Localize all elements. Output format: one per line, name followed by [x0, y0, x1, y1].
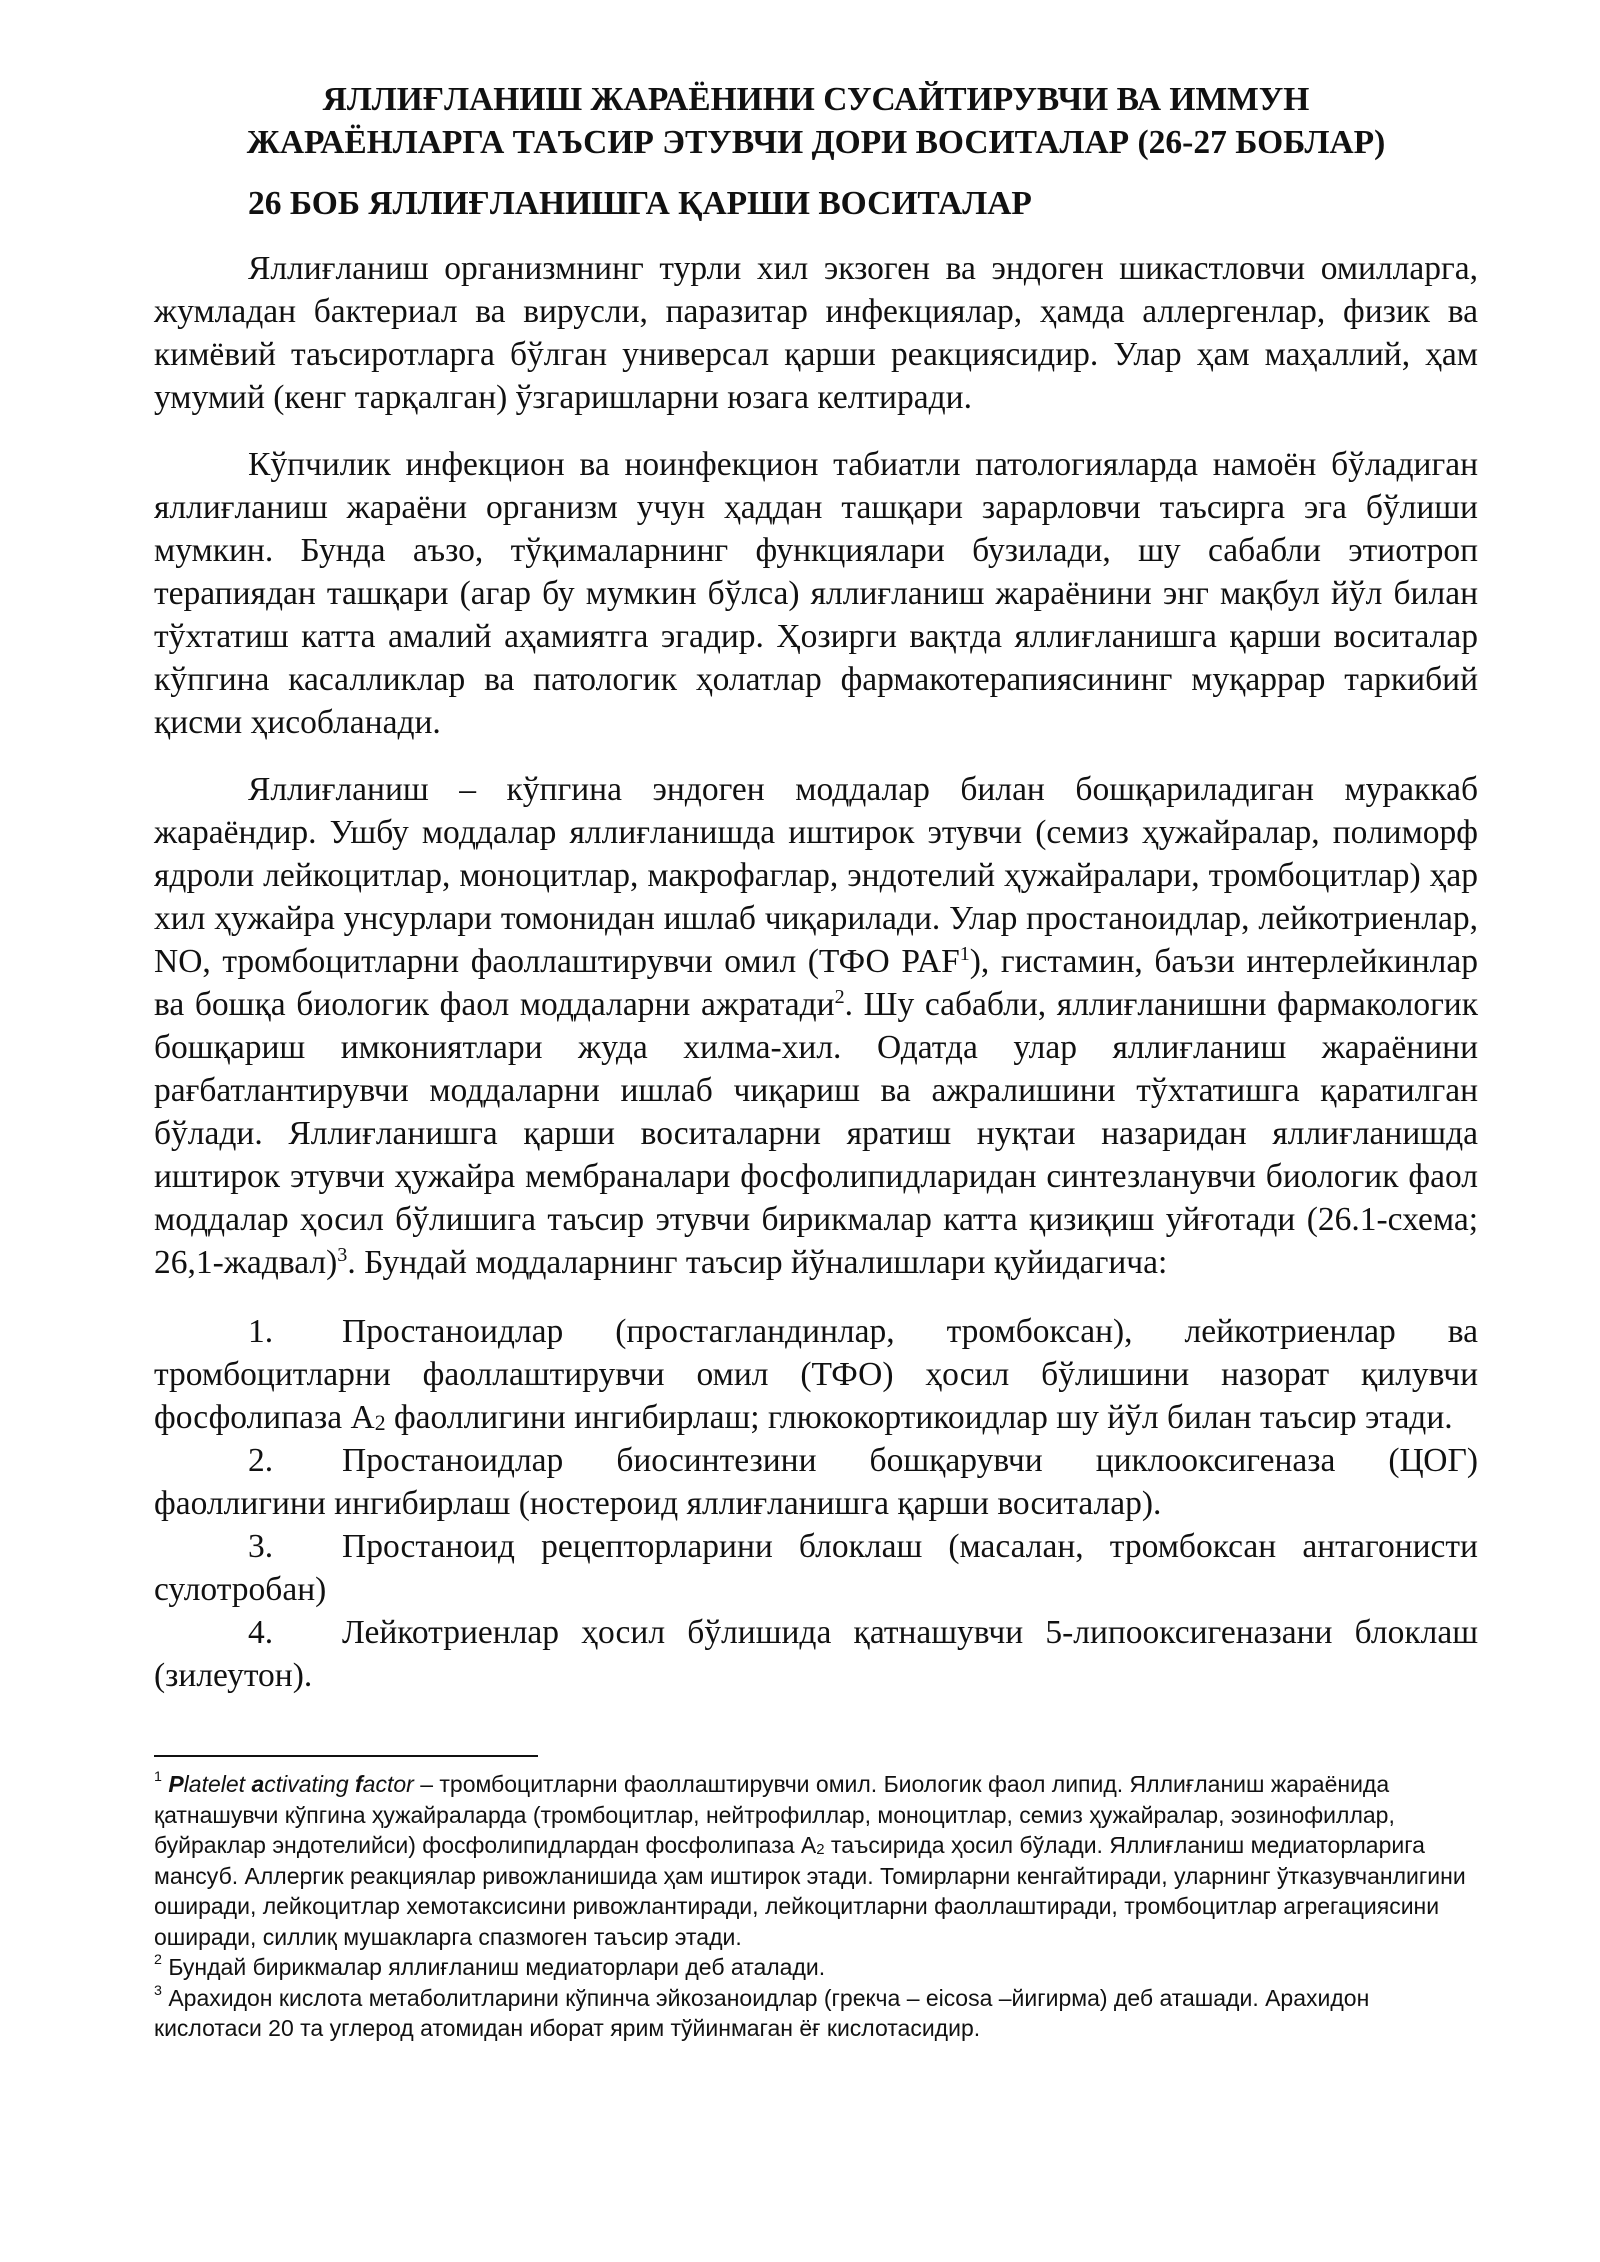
footnote-1-text-a: – тромбоцитларни фаоллаштирувчи омил. Биологик фаол липид. Яллиғланиш жараёнида қатнашувчи кўпгина ҳужайраларда (тромбоцитлар, нейтрофиллар, моноцитлар, семиз ҳужайралар, эозинофиллар, буйраклар эндотелийси) фосфолипидлардан фосфолипаза А [154, 1771, 1395, 1858]
footnote-ref-3[interactable]: 3 [337, 1243, 348, 1266]
footnote-1 [154, 1769, 1478, 1952]
footnote-1-text-b: таъсирида ҳосил бўлади. Яллиғланиш медиаторларига мансуб. Аллергик реакциялар ривожланишида ҳам иштирок этади. Томирларни кенгайтиради, уларнинг ўтказувчанлигини оширади, лейкоцитлар хемотаксисини ривожлантиради, лейкоцитларни фаоллаштиради, тромбоцитлар агрегациясини оширади, силлиқ мушакларга спазмоген таъсир этади. [154, 1832, 1466, 1950]
list-item-4-text: Лейкотриенлар ҳосил бўлишида қатнашувчи 5-липооксигеназани блоклаш (зилеутон). [154, 1614, 1478, 1694]
list-item-1-text-b: фаоллигини ингибирлаш; глюкокортикоидлар шу йўл билан таъсир этади. [385, 1399, 1453, 1436]
footnote-1-initial-p: P [168, 1771, 184, 1797]
list-item-1-text-a: Простаноидлар (простагландинлар, тромбоксан), лейкотриенлар ва тромбоцитларни фаоллаштирувчи омил (ТФО) ҳосил бўлишини назорат қилувчи фосфолипаза А [154, 1313, 1478, 1436]
document-title [154, 78, 1478, 164]
footnote-1-word-3: actor [362, 1771, 414, 1797]
paragraph-3-text-d: . Бундай моддаларнинг таъсир йўналишлари қуйидагича: [347, 1244, 1168, 1281]
list-item-2 [154, 1439, 1478, 1525]
list-item-1 [154, 1310, 1478, 1439]
paragraph-3-text-a: Яллиғланиш – кўпгина эндоген моддалар билан бошқариладиган мураккаб жараёндир. Ушбу моддалар яллиғланишда иштирок этувчи (семиз ҳужайралар, полиморф ядроли лейкоцитлар, моноцитлар, макрофаглар, эндотелий ҳужайралари, тромбоцитлар) ҳар хил ҳужайра унсурлари томонидан ишлаб чиқарилади. Улар простаноидлар, лейкотриенлар, NO, тромбоцитларни фаоллаштирувчи омил (ТФО PAF [154, 771, 1478, 980]
footnote-1-word-1: latelet [183, 1771, 252, 1797]
list-item-4 [154, 1611, 1478, 1697]
footnote-3-mark: 3 [154, 1982, 162, 1999]
footnotes [154, 1769, 1478, 2044]
list-item-2-text: Простаноидлар биосинтезини бошқарувчи циклооксигеназа (ЦОГ) фаоллигини ингибирлаш (ностероид яллиғланишга қарши воситалар). [154, 1442, 1478, 1522]
list-number-4: 4. [248, 1614, 274, 1651]
paragraph-1: Яллиғланиш организмнинг турли хил экзоген ва эндоген шикастловчи омилларга, жумладан бактериал ва вирусли, паразитар инфекциялар, ҳамда аллергенлар, физик ва кимёвий таъсиротларга бўлган универсал қарши реакциясидир. Улар ҳам маҳаллий, ҳам умумий (кенг тарқалган) ўзгаришларни юзага келтиради. [154, 250, 1478, 416]
footnote-2-text: Бундай бирикмалар яллиғланиш медиаторлари деб аталади. [161, 1954, 826, 1980]
paragraph-3-text-c: . Шу сабабли, яллиғланишни фармакологик бошқариш имкониятлари жуда хилма-хил. Одатда улар яллиғланиш жараёнини рағбатлантирувчи моддаларни ишлаб чиқариш ва ажралишини тўхтатишга қаратилган бўлади. Яллиғланишга қарши воситаларни яратиш нуқтаи назаридан яллиғланишда иштирок этувчи ҳужайра мембраналари фосфолипидларидан синтезланувчи биологик фаол моддалар ҳосил бўлишига таъсир этувчи бирикмалар катта қизиқиш уйғотади (26.1-схема; 26,1-жадвал) [154, 986, 1479, 1281]
footnote-1-subscript: 2 [816, 1841, 825, 1859]
paragraph-3-text-b: ), гистамин, баъзи интерлейкинлар ва бошқа биологик фаол моддаларни ажратади [154, 943, 1478, 1023]
list-number-2: 2. [248, 1442, 274, 1479]
footnote-2-mark: 2 [154, 1952, 162, 1968]
footnote-ref-2[interactable]: 2 [834, 985, 845, 1008]
chapter-title: 26 БОБ ЯЛЛИҒЛАНИШГА ҚАРШИ ВОСИТАЛАР [248, 185, 1032, 222]
list-number-1: 1. [248, 1313, 274, 1350]
footnote-1-term [168, 1771, 413, 1797]
footnote-1-word-2: ctivating [264, 1771, 355, 1797]
footnote-1-mark: 1 [154, 1769, 162, 1785]
footnote-3-text: Арахидон кислота метаболитларини кўпинча эйкозаноидлар (грекча – eicosa –йигирма) деб аташади. Арахидон кислотаси 20 та углерод атомидан иборат ярим тўйинмаган ёғ кислотасидир. [154, 1984, 1370, 2041]
footnote-3 [154, 1983, 1478, 2044]
list-item-3 [154, 1525, 1478, 1611]
footnote-ref-1[interactable]: 1 [959, 942, 970, 965]
document-title-line-2: ЖАРАЁНЛАРГА ТАЪСИР ЭТУВЧИ ДОРИ ВОСИТАЛАР (26-27 БОБЛАР) [246, 124, 1386, 161]
paragraph-2: Кўпчилик инфекцион ва ноинфекцион табиатли патологияларда намоён бўладиган яллиғланиш жараёни организм учун ҳаддан ташқари зарарловчи таъсирга эга бўлиши мумкин. Бунда аъзо, тўқималарнинг функциялари бузилади, шу сабабли этиотроп терапиядан ташқари (агар бу мумкин бўлса) яллиғланиш жараёнини энг мақбул йўл билан тўхтатиш катта амалий аҳамиятга эгадир. Ҳозирги вақтда яллиғланишга қарши воситалар кўпгина касалликлар ва патологик ҳолатлар фармакотерапиясининг муқаррар таркибий қисми ҳисобланади. [154, 446, 1478, 741]
footnote-1-initial-f: f [355, 1771, 363, 1797]
document-title-line-1: ЯЛЛИҒЛАНИШ ЖАРАЁНИНИ СУСАЙТИРУВЧИ ВА ИММУН [322, 81, 1310, 118]
subscript-2: 2 [374, 1411, 386, 1436]
list-number-3: 3. [248, 1528, 274, 1565]
paragraph-3 [154, 768, 1478, 1284]
footnote-separator [154, 1755, 538, 1757]
footnote-1-initial-a: a [251, 1771, 265, 1797]
footnote-2 [154, 1952, 1478, 1983]
list-item-3-text: Простаноид рецепторларини блоклаш (масалан, тромбоксан антагонисти сулотробан) [154, 1528, 1478, 1608]
numbered-list [154, 1310, 1478, 1697]
